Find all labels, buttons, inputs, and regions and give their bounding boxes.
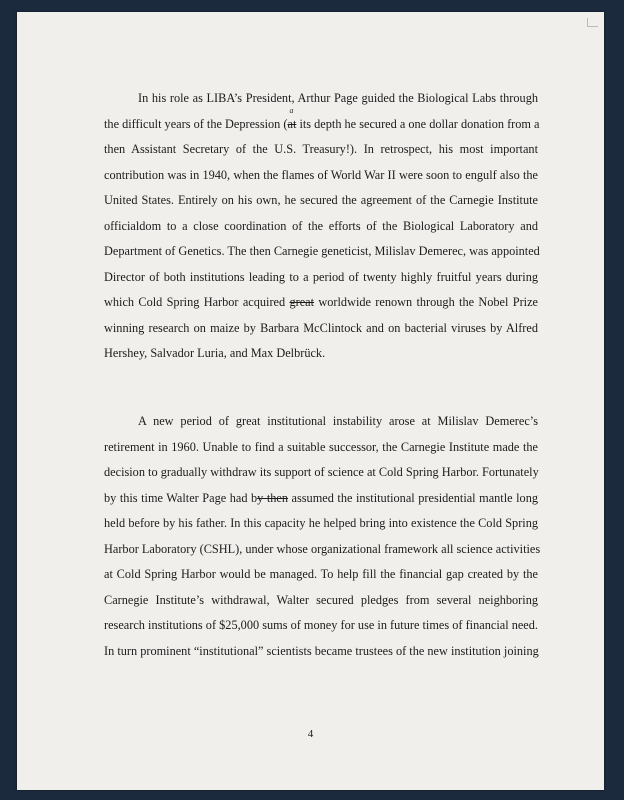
handwritten-insertion: a xyxy=(289,105,294,115)
struck-text: great xyxy=(289,295,315,309)
text-line: Hershey, Salvador Luria, and Max Delbrück. xyxy=(104,346,326,360)
text-line: In his role as LIBA’s President, Arthur Page guided the Biological Labs through xyxy=(138,91,538,105)
text-fragment: which Cold Spring Harbor acquired xyxy=(104,295,290,309)
corner-mark xyxy=(587,18,598,27)
text-fragment: its depth he secured a one dollar donation from a xyxy=(296,116,540,131)
page-number: 4 xyxy=(307,728,314,740)
text-line xyxy=(104,105,540,138)
paragraph-1 xyxy=(104,86,538,367)
text-line: then Assistant Secretary of the U.S. Treasury!). In retrospect, his most important xyxy=(104,142,538,156)
text-line: retirement in 1960. Unable to find a suitable successor, the Carnegie Institute made the xyxy=(104,439,538,454)
text-line: In turn prominent “institutional” scientists became trustees of the new institution joining xyxy=(104,643,539,658)
text-line: Carnegie Institute’s withdrawal, Walter secured pledges from several neighboring xyxy=(104,592,538,607)
text-line: United States. Entirely on his own, he secured the agreement of the Carnegie Institute xyxy=(104,193,538,207)
text-fragment: the difficult years of the Depression ( xyxy=(104,116,288,131)
text-fragment: assumed the institutional presidential mantle long xyxy=(288,490,538,505)
text-line: research institutions of $25,000 sums of money for use in future times of financial need. xyxy=(104,618,538,632)
text-line: Director of both institutions leading to a period of twenty highly fruitful years during xyxy=(104,269,538,284)
text-fragment: worldwide renown through the Nobel Prize xyxy=(314,295,538,309)
text-line: contribution was in 1940, when the flames of World War II were soon to engulf also the xyxy=(104,167,538,182)
text-line: held before by his father. In this capacity he helped bring into existence the Cold Spring xyxy=(104,516,538,530)
text-line: Harbor Laboratory (CSHL), under whose organizational framework all science activities xyxy=(104,541,541,556)
text-line: decision to gradually withdraw its support of science at Cold Spring Harbor. Fortunately xyxy=(104,465,539,479)
handwritten-correction xyxy=(287,105,297,131)
text-line: Department of Genetics. The then Carnegie geneticist, Milislav Demerec, was appointed xyxy=(104,244,540,258)
text-fragment: by this time Walter Page had b xyxy=(104,490,258,505)
text-line xyxy=(104,290,538,316)
text-line xyxy=(104,486,538,512)
text-line: at Cold Spring Harbor would be managed. To help fill the financial gap created by the xyxy=(104,567,538,581)
document-page xyxy=(17,12,604,790)
paragraph-2 xyxy=(104,409,541,664)
struck-text: y then xyxy=(257,490,288,505)
text-line: officialdom to a close coordination of the efforts of the Biological Laboratory and xyxy=(104,218,538,233)
text-line: winning research on maize by Barbara McClintock and on bacterial viruses by Alfred xyxy=(104,320,538,335)
struck-text: at xyxy=(287,116,297,131)
text-line: A new period of great institutional instability arose at Milislav Demerec’s xyxy=(138,414,538,428)
